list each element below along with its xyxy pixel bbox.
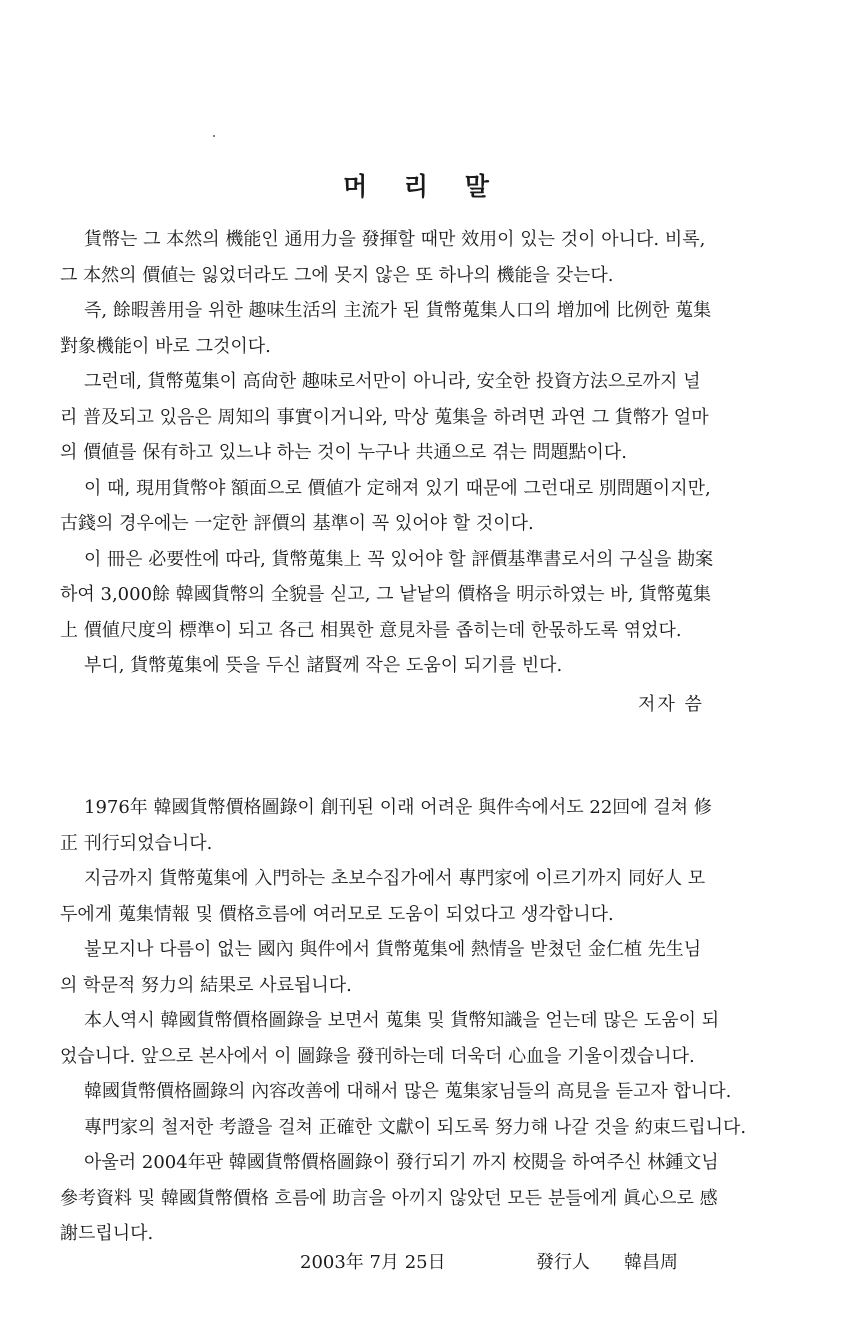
preface-paragraph: [60, 293, 806, 364]
publisher-paragraph: [60, 790, 806, 861]
publisher-paragraph: [60, 1074, 806, 1110]
preface-paragraph: [60, 364, 806, 471]
publisher-line: 의 학문적 努力의 結果로 사료됩니다.: [60, 974, 352, 996]
preface-line: 이 冊은 必要性에 따라, 貨幣蒐集上 꼭 있어야 할 評價基準書로서의 구실을 勘案: [84, 548, 714, 570]
publisher-line: 불모지나 다름이 없는 國內 與件에서 貨幣蒐集에 熱情을 받쳤던 金仁植 先生님: [84, 939, 702, 960]
page-title: 머 리 말: [343, 171, 503, 201]
preface-line: 이 때, 現用貨幣야 額面으로 價値가 定해져 있기 때문에 그런대로 別問題이지만,: [84, 477, 711, 499]
publisher-label: 發行人: [536, 1252, 590, 1273]
preface-line: 上 價値尺度의 標準이 되고 各己 相異한 意見차를 좁히는데 한몫하도록 엮었다.: [60, 619, 682, 641]
publisher-line: 本人역시 韓國貨幣價格圖錄을 보면서 蒐集 및 貨幣知識을 얻는데 많은 도움이 되: [84, 1010, 720, 1031]
publisher-paragraph: [60, 1003, 806, 1074]
preface-line: 리 普及되고 있음은 周知의 事實이거니와, 막상 蒐集을 하려면 과연 그 貨幣가 얼마: [60, 406, 709, 428]
publisher-note-section: [60, 790, 806, 1252]
preface-line: 하여 3,000餘 韓國貨幣의 全貌를 싣고, 그 낱낱의 價格을 明示하였는 바, 貨幣蒐集: [60, 584, 712, 605]
preface-paragraph: [60, 648, 806, 684]
publisher-line: 두에게 蒐集情報 및 價格흐름에 여러모로 도움이 되었다고 생각합니다.: [60, 903, 614, 925]
preface-line: 의 價値를 保有하고 있느냐 하는 것이 누구나 共通으로 겪는 問題點이다.: [60, 442, 627, 463]
preface-line: 貨幣는 그 本然의 機能인 通用力을 發揮할 때만 效用이 있는 것이 아니다. 비록,: [84, 229, 706, 250]
preface-paragraph: [60, 471, 806, 542]
publisher-line: 아울러 2004年판 韓國貨幣價格圖錄이 發行되기 까지 校閱을 하여주신 林鍾文님: [84, 1152, 719, 1173]
preface-paragraph: [60, 222, 806, 293]
publisher-line: 正 刊行되었습니다.: [60, 832, 213, 854]
preface-paragraph: [60, 542, 806, 649]
publisher-paragraph: [60, 1110, 806, 1146]
author-signature: 저자 씀: [638, 694, 704, 715]
scan-speck: [213, 135, 215, 137]
publisher-paragraph: [60, 1145, 806, 1252]
publisher-line: 專門家의 철저한 考證을 걸쳐 正確한 文獻이 되도록 努力해 나갈 것을 約束드립니다.: [84, 1116, 747, 1138]
publisher-line: 謝드립니다.: [60, 1223, 154, 1244]
publisher-paragraph: [60, 861, 806, 932]
preface-line: 즉, 餘暇善用을 위한 趣味生活의 主流가 된 貨幣蒐集人口의 增加에 比例한 蒐集: [84, 300, 712, 321]
preface-line: 古錢의 경우에는 一定한 評價의 基準이 꼭 있어야 할 것이다.: [60, 513, 534, 534]
publisher-line: 參考資料 및 韓國貨幣價格 흐름에 助言을 아끼지 않았던 모든 분들에게 眞心으로 感: [60, 1187, 718, 1209]
preface-line: 그런데, 貨幣蒐集이 高尙한 趣味로서만이 아니라, 安全한 投資方法으로까지 널: [84, 371, 701, 392]
preface-line: 그 本然의 價値는 잃었더라도 그에 못지 않은 또 하나의 機能을 갖는다.: [60, 264, 614, 286]
publisher-line: 韓國貨幣價格圖錄의 內容改善에 대해서 많은 蒐集家님들의 高見을 듣고자 합니다.: [84, 1081, 732, 1102]
publisher-paragraph: [60, 932, 806, 1003]
preface-section: [60, 222, 806, 684]
publisher-line: 었습니다. 앞으로 본사에서 이 圖錄을 發刊하는데 더욱더 心血을 기울이겠습니다.: [60, 1045, 695, 1067]
preface-line: 부디, 貨幣蒐集에 뜻을 두신 諸賢께 작은 도움이 되기를 빈다.: [84, 655, 563, 676]
publisher-line: 1976年 韓國貨幣價格圖錄이 創刊된 이래 어려운 與件속에서도 22回에 걸쳐 修: [84, 797, 712, 818]
publication-date: 2003年 7月 25日: [300, 1252, 446, 1273]
publisher-line: 지금까지 貨幣蒐集에 入門하는 초보수집가에서 專門家에 이르기까지 同好人 모: [84, 868, 706, 889]
preface-line: 對象機能이 바로 그것이다.: [60, 335, 271, 357]
publisher-name: 韓昌周: [624, 1252, 678, 1273]
publication-footer: [300, 1248, 678, 1274]
